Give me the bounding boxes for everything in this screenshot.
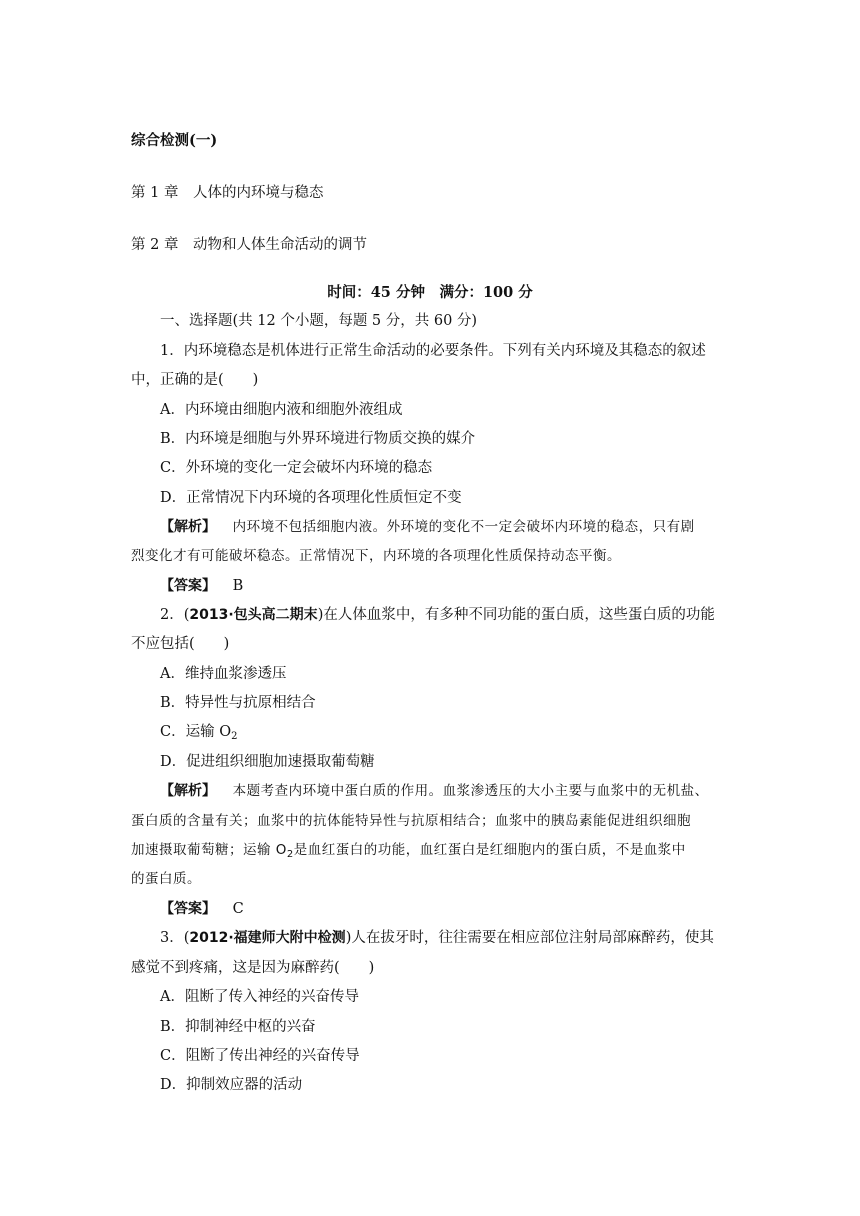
question-number: 3．(: [160, 930, 190, 946]
question-1-answer: [160, 576, 243, 596]
question-1-option-b: B．内环境是细胞与外界环境进行物质交换的媒介: [160, 431, 476, 447]
section-heading: 一、选择题(共 12 个小题，每题 5 分，共 60 分): [160, 313, 478, 329]
question-1-option-c: C．外环境的变化一定会破坏内环境的稳态: [160, 460, 433, 476]
question-stem-text: )在人体血浆中，有多种不同功能的蛋白质，这些蛋白质的功能: [317, 607, 715, 623]
question-3-option-d: D．抑制效应器的活动: [160, 1077, 303, 1093]
document-title: 综合检测(一): [131, 132, 218, 149]
subscript: 2: [231, 731, 238, 742]
question-3-option-c: C．阻断了传出神经的兴奋传导: [160, 1048, 360, 1064]
question-3-option-b: B．抑制神经中枢的兴奋: [160, 1019, 316, 1035]
question-2-analysis-cont-2: [131, 840, 686, 860]
question-1-analysis: [160, 517, 695, 537]
question-2-analysis-cont-3: 的蛋白质。: [131, 871, 201, 887]
question-1-stem-cont: 中，正确的是( ): [131, 372, 259, 388]
question-1-analysis-cont: 烈变化才有可能破坏稳态。正常情况下，内环境的各项理化性质保持动态平衡。: [131, 548, 621, 564]
analysis-text: 本题考查内环境中蛋白质的作用。血浆渗透压的大小主要与血浆中的无机盐、: [232, 783, 709, 799]
question-2-stem: [160, 605, 715, 625]
question-1-option-a: A．内环境由细胞内液和细胞外液组成: [160, 402, 403, 418]
question-2-stem-cont: 不应包括( ): [131, 636, 230, 652]
option-c-text: C．运输 O: [160, 724, 232, 740]
question-2-option-c: [160, 722, 237, 742]
chapter-1-heading: 第 1 章 人体的内环境与稳态: [131, 185, 324, 201]
analysis-label: 【解析】: [160, 783, 216, 799]
chapter-2-heading: 第 2 章 动物和人体生命活动的调节: [131, 237, 367, 253]
question-2-option-a: A．维持血浆渗透压: [160, 666, 287, 682]
question-3-option-a: A．阻断了传入神经的兴奋传导: [160, 989, 359, 1005]
answer-value: B: [232, 578, 244, 594]
question-2-answer: [160, 899, 244, 919]
question-3-stem: [160, 928, 714, 948]
question-number: 2．(: [160, 607, 190, 623]
answer-label: 【答案】: [160, 578, 216, 594]
analysis-text-prefix: 加速摄取葡萄糖；运输 O: [131, 842, 287, 858]
question-2-option-b: B．特异性与抗原相结合: [160, 695, 316, 711]
analysis-label: 【解析】: [160, 519, 216, 535]
question-2-analysis: [160, 781, 709, 801]
question-2-option-d: D．促进组织细胞加速摄取葡萄糖: [160, 754, 375, 770]
analysis-text: 内环境不包括细胞内液。外环境的变化不一定会破坏内环境的稳态，只有剧: [232, 519, 695, 535]
time-score-line: 时间：45 分钟 满分：100 分: [327, 284, 533, 301]
question-source: 2012·福建师大附中检测: [189, 930, 346, 946]
question-1-option-d: D．正常情况下内环境的各项理化性质恒定不变: [160, 490, 462, 506]
question-3-stem-cont: 感觉不到疼痛，这是因为麻醉药( ): [131, 960, 375, 976]
answer-value: C: [232, 901, 244, 917]
answer-label: 【答案】: [160, 901, 216, 917]
subscript: 2: [286, 849, 294, 860]
question-2-analysis-cont-1: 蛋白质的含量有关；血浆中的抗体能特异性与抗原相结合；血浆中的胰岛素能促进组织细胞: [131, 813, 691, 829]
question-stem-text: )人在拔牙时，往往需要在相应部位注射局部麻醉药，使其: [345, 930, 714, 946]
analysis-text-rest: 是血红蛋白的功能，血红蛋白是红细胞内的蛋白质，不是血浆中: [293, 842, 686, 858]
question-1-stem: 1．内环境稳态是机体进行正常生命活动的必要条件。下列有关内环境及其稳态的叙述: [160, 343, 706, 359]
question-source: 2013·包头高二期末: [189, 607, 318, 623]
